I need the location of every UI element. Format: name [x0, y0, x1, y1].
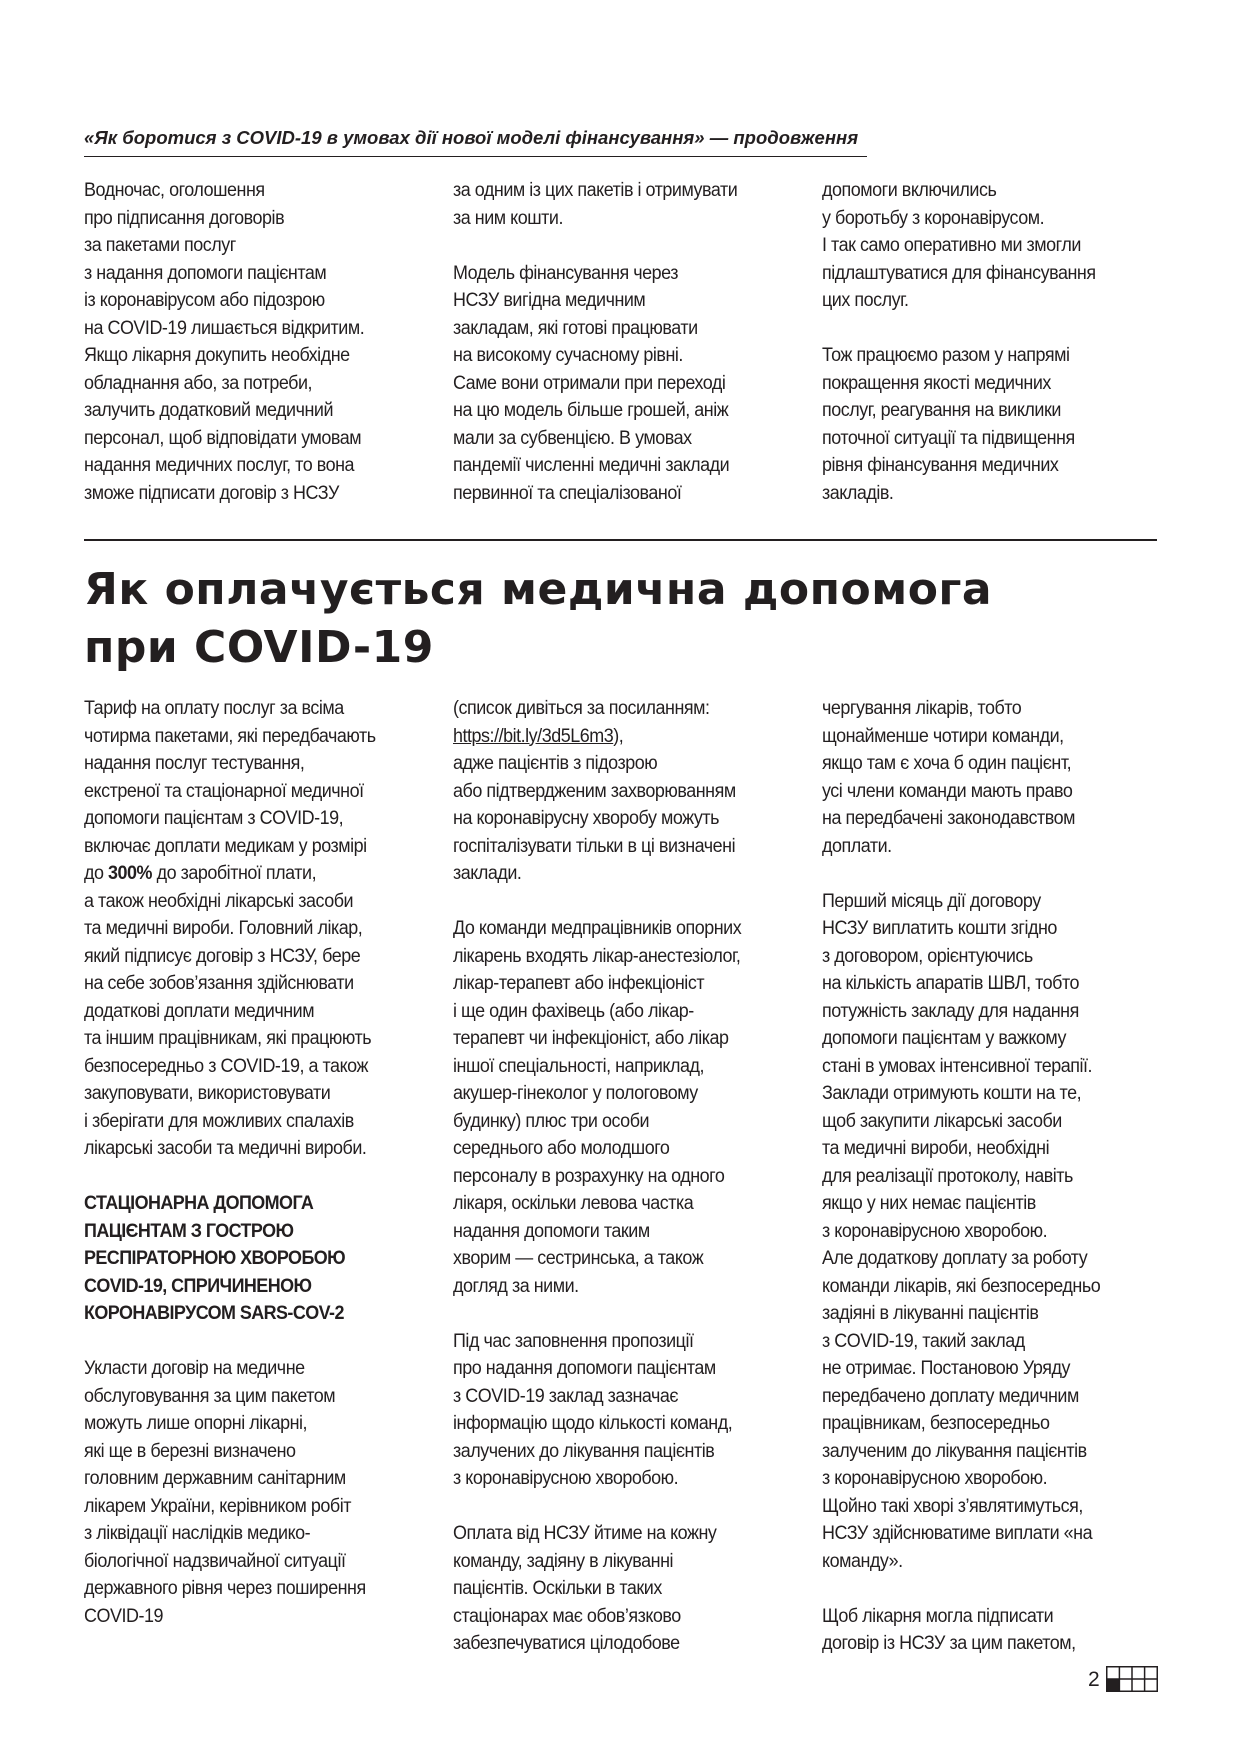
paragraph-lines: Тариф на оплату послуг за всіма чотирма пакетами, які передбачають надання послуг тестування, екстреної та стаціонарної медичної допомоги пацієнтам з COVID-19, включає доплати медикам у розмірі: [84, 698, 376, 857]
intro-column-2: [453, 177, 774, 507]
article-column-2: [453, 695, 774, 1658]
article-paragraph: Перший місяць дії договору НСЗУ виплатить кошти згідно з договором, орієнтуючись на кількість апаратів ШВЛ, тобто потужність закладу для надання допомоги пацієнтам у важкому стані в умовах інтенсивної терапії. Заклади отримують кошти на те, щоб закупити лікарські засоби та медичні вироби, необхідні для реалізації протоколу, навіть якщо у них немає пацієнтів з коронавірусною хворобою. Але додаткову доплату за роботу команди лікарів, які безпосередньо задіяні в лікуванні пацієнтів з COVID-19, такий заклад не отримає. Постановою Уряду передбачено доплату медичним працівникам, безпосередньо залученим до лікування пацієнтів з коронавірусною хворобою. Щойно такі хворі з’являтимуться, НСЗУ здійснюватиме виплати «на команду».: [822, 890, 1101, 1572]
paragraph-lines: адже пацієнтів з підозрою або підтвердженим захворюванням на коронавірусну хворобу можуть госпіталізувати тільки в ці визначені заклади.: [453, 753, 736, 884]
intro-paragraph: Модель фінансування через НСЗУ вигідна медичним закладам, які готові працювати на високому сучасному рівні. Саме вони отримали при переході на цю модель більше грошей, аніж мали за субвенцією. В умовах пандемії численні медичні заклади первинної та спеціалізованої: [453, 262, 730, 504]
article-paragraph: Щоб лікарня могла підписати договір із НСЗУ за цим пакетом,: [822, 1605, 1076, 1654]
page-number: 2: [1088, 1668, 1100, 1691]
article-column-3: [822, 695, 1143, 1658]
intro-paragraph: Водночас, оголошення про підписання договорів за пакетами послуг з надання допомоги пацієнтам із коронавірусом або підозрою на COVID-19 лишається відкритим. Якщо лікарня докупить необхідне обладнання або, за потреби, залучить додатковий медичний персонал, щоб відповідати умовам надання медичних послуг, то вона зможе підписати договір з НСЗУ: [84, 180, 365, 504]
text-fragment: (список дивіться за посиланням:: [453, 698, 710, 719]
article-paragraph: До команди медпрацівників опорних лікарень входять лікар-анестезіолог, лікар-терапевт або інфекціоніст і ще один фахівець (або лікар- терапевт чи інфекціоніст, або лікар іншої спеціальності, наприклад, акушер-гінеколог у пологовому будинку) плюс три особи середнього або молодшого персоналу в розрахунку на одного лікаря, оскільки левова частка надання допомоги таким хворим — сестринська, а також догляд за ними.: [453, 918, 742, 1297]
page-grid-mark: [1106, 1666, 1158, 1692]
section-subheading: СТАЦІОНАРНА ДОПОМОГА ПАЦІЄНТАМ З ГОСТРОЮ РЕСПІРАТОРНОЮ ХВОРОБОЮ COVID-19, СПРИЧИНЕНОЮ КОРОНАВІРУСОМ SARS-COV-2: [84, 1193, 346, 1324]
intro-column-1: [84, 177, 405, 507]
section-rule: [84, 539, 1157, 541]
article-column-1: [84, 695, 405, 1630]
running-header: «Як боротися з COVID-19 в умовах дії нової моделі фінансування» — продовження: [84, 127, 859, 148]
intro-column-3: [822, 177, 1143, 507]
header-rule: [84, 156, 867, 157]
article-title-line: Як оплачується медична допомога: [84, 564, 993, 615]
article-paragraph: Оплата від НСЗУ йтиме на кожну команду, задіяну в лікуванні пацієнтів. Оскільки в таких стаціонарах має обов’язково забезпечуватися цілодобове: [453, 1523, 717, 1654]
article-paragraph: Під час заповнення пропозиції про надання допомоги пацієнтам з COVID-19 заклад зазначає інформацію щодо кількості команд, залучених до лікування пацієнтів з коронавірусною хворобою.: [453, 1330, 733, 1489]
text-fragment: ),: [613, 725, 624, 747]
intro-paragraph: за одним із цих пакетів і отримувати за ним кошти.: [453, 180, 738, 229]
intro-paragraph: Тож працюємо разом у напрямі покращення якості медичних послуг, реагування на виклики поточної ситуації та підвищення рівня фінансування медичних закладів.: [822, 345, 1075, 504]
list-link[interactable]: https://bit.ly/3d5L6m3: [453, 725, 614, 747]
intro-paragraph: допомоги включились у боротьбу з коронавірусом. І так само оперативно ми змогли підлаштуватися для фінансування цих послуг.: [822, 180, 1096, 311]
text-fragment: до заробітної плати,: [152, 863, 317, 884]
article-paragraph: чергування лікарів, тобто щонайменше чотири команди, якщо там є хоча б один пацієнт, усі члени команди мають право на передбачені законодавством доплати.: [822, 698, 1075, 857]
article-paragraph: Укласти договір на медичне обслуговування за цим пакетом можуть лише опорні лікарні, які ще в березні визначено головним державним санітарним лікарем України, керівником робіт з ліквідації наслідків медико- біологічної надзвичайної ситуації державного рівня через поширення COVID-19: [84, 1358, 366, 1627]
article-title-line: при COVID-19: [84, 622, 434, 673]
text-fragment: до: [84, 863, 109, 884]
article-paragraph: [453, 695, 774, 888]
highlight-percent: 300%: [108, 863, 153, 884]
article-title: [84, 561, 1184, 677]
article-paragraph: [84, 695, 405, 1163]
paragraph-lines: а також необхідні лікарські засоби та медичні вироби. Головний лікар, який підписує договір з НСЗУ, бере на себе зобов’язання здійснювати додаткові доплати медичним та іншим працівникам, які працюють безпосередньо з COVID-19, а також закуповувати, використовувати і зберігати для можливих спалахів лікарські засоби та медичні вироби.: [84, 890, 372, 1159]
